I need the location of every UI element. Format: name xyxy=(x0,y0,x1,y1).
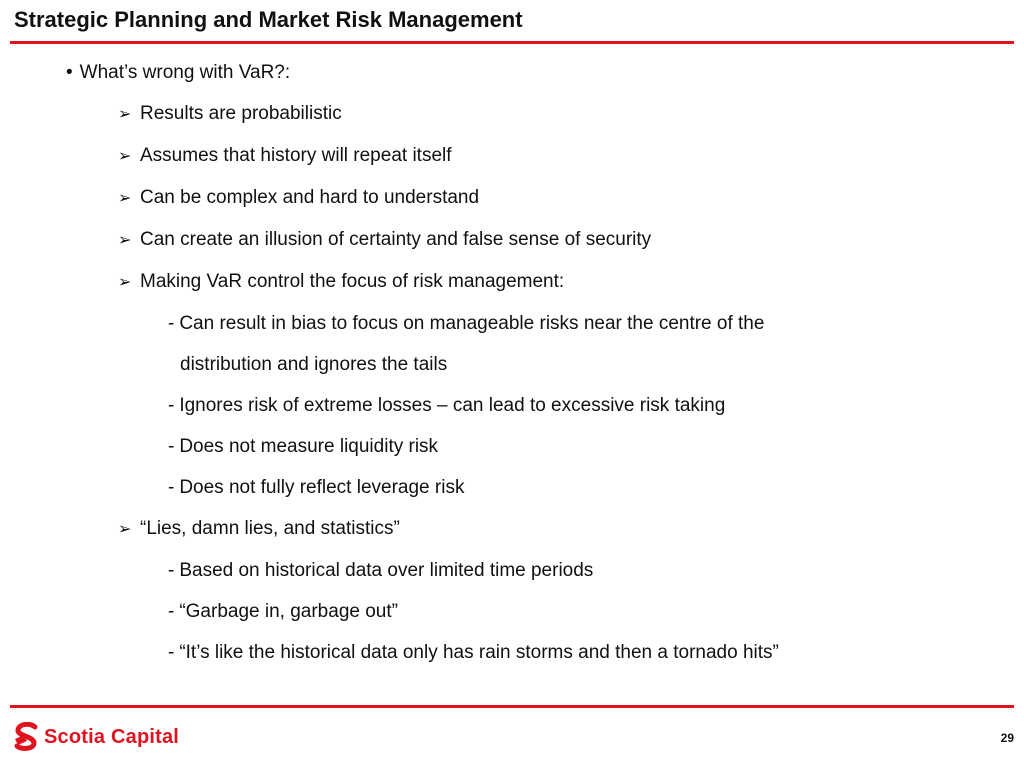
bullet-heading xyxy=(0,52,1024,93)
sub-item-text: “It’s like the historical data only has rain storms and then a tornado hits” xyxy=(179,642,779,663)
bullet-heading-text: What’s wrong with VaR?: xyxy=(79,62,291,83)
arrow-bullet-icon: ➢ xyxy=(118,190,132,207)
sub-item-text: Based on historical data over limited time periods xyxy=(179,560,594,581)
list-item-text: “Lies, damn lies, and statistics” xyxy=(140,518,400,539)
list-item xyxy=(0,93,1024,135)
list-item xyxy=(0,508,1024,550)
sub-item-text: Does not measure liquidity risk xyxy=(179,436,439,457)
dash-marker: - xyxy=(168,601,175,622)
sub-item-text: “Garbage in, garbage out” xyxy=(179,601,398,622)
list-item-text: Can be complex and hard to understand xyxy=(140,187,480,208)
footer-divider xyxy=(10,705,1014,708)
sub-item-text: Can result in bias to focus on manageable risks near the centre of the xyxy=(179,313,765,334)
page-number: 29 xyxy=(1000,731,1014,745)
sub-item xyxy=(0,632,1024,673)
list-item-text: Results are probabilistic xyxy=(140,103,342,124)
sub-item xyxy=(0,385,1024,426)
slide-title: Strategic Planning and Market Risk Management xyxy=(14,7,523,32)
sub-item-text: Does not fully reflect leverage risk xyxy=(179,477,465,498)
arrow-bullet-icon: ➢ xyxy=(118,274,132,291)
dash-marker: - xyxy=(168,313,175,334)
scotia-capital-logo xyxy=(14,722,179,752)
dash-marker: - xyxy=(168,395,175,416)
list-item xyxy=(0,135,1024,177)
scotia-s-icon xyxy=(14,722,40,752)
sub-item-text: distribution and ignores the tails xyxy=(180,354,448,375)
sub-item xyxy=(0,591,1024,632)
arrow-bullet-icon: ➢ xyxy=(118,521,132,538)
sub-item-continuation xyxy=(0,344,1024,385)
dash-marker: - xyxy=(168,642,175,663)
sub-item xyxy=(0,303,1024,344)
arrow-bullet-icon: ➢ xyxy=(118,232,132,249)
list-item xyxy=(0,261,1024,303)
list-item-text: Can create an illusion of certainty and false sense of security xyxy=(140,229,652,250)
list-item-text: Assumes that history will repeat itself xyxy=(140,145,452,166)
list-item-text: Making VaR control the focus of risk management: xyxy=(140,271,565,292)
slide-body xyxy=(0,52,1024,673)
arrow-bullet-icon: ➢ xyxy=(118,148,132,165)
list-item xyxy=(0,219,1024,261)
sub-item xyxy=(0,550,1024,591)
sub-item xyxy=(0,467,1024,508)
arrow-bullet-icon: ➢ xyxy=(118,106,132,123)
title-divider xyxy=(10,41,1014,44)
dash-marker: - xyxy=(168,436,175,457)
sub-item-text: Ignores risk of extreme losses – can lead to excessive risk taking xyxy=(179,395,726,416)
list-item xyxy=(0,177,1024,219)
dash-marker: - xyxy=(168,477,175,498)
logo-text: Scotia Capital xyxy=(44,725,180,748)
dash-marker: - xyxy=(168,560,175,581)
bullet-icon: • xyxy=(66,62,73,83)
sub-item xyxy=(0,426,1024,467)
